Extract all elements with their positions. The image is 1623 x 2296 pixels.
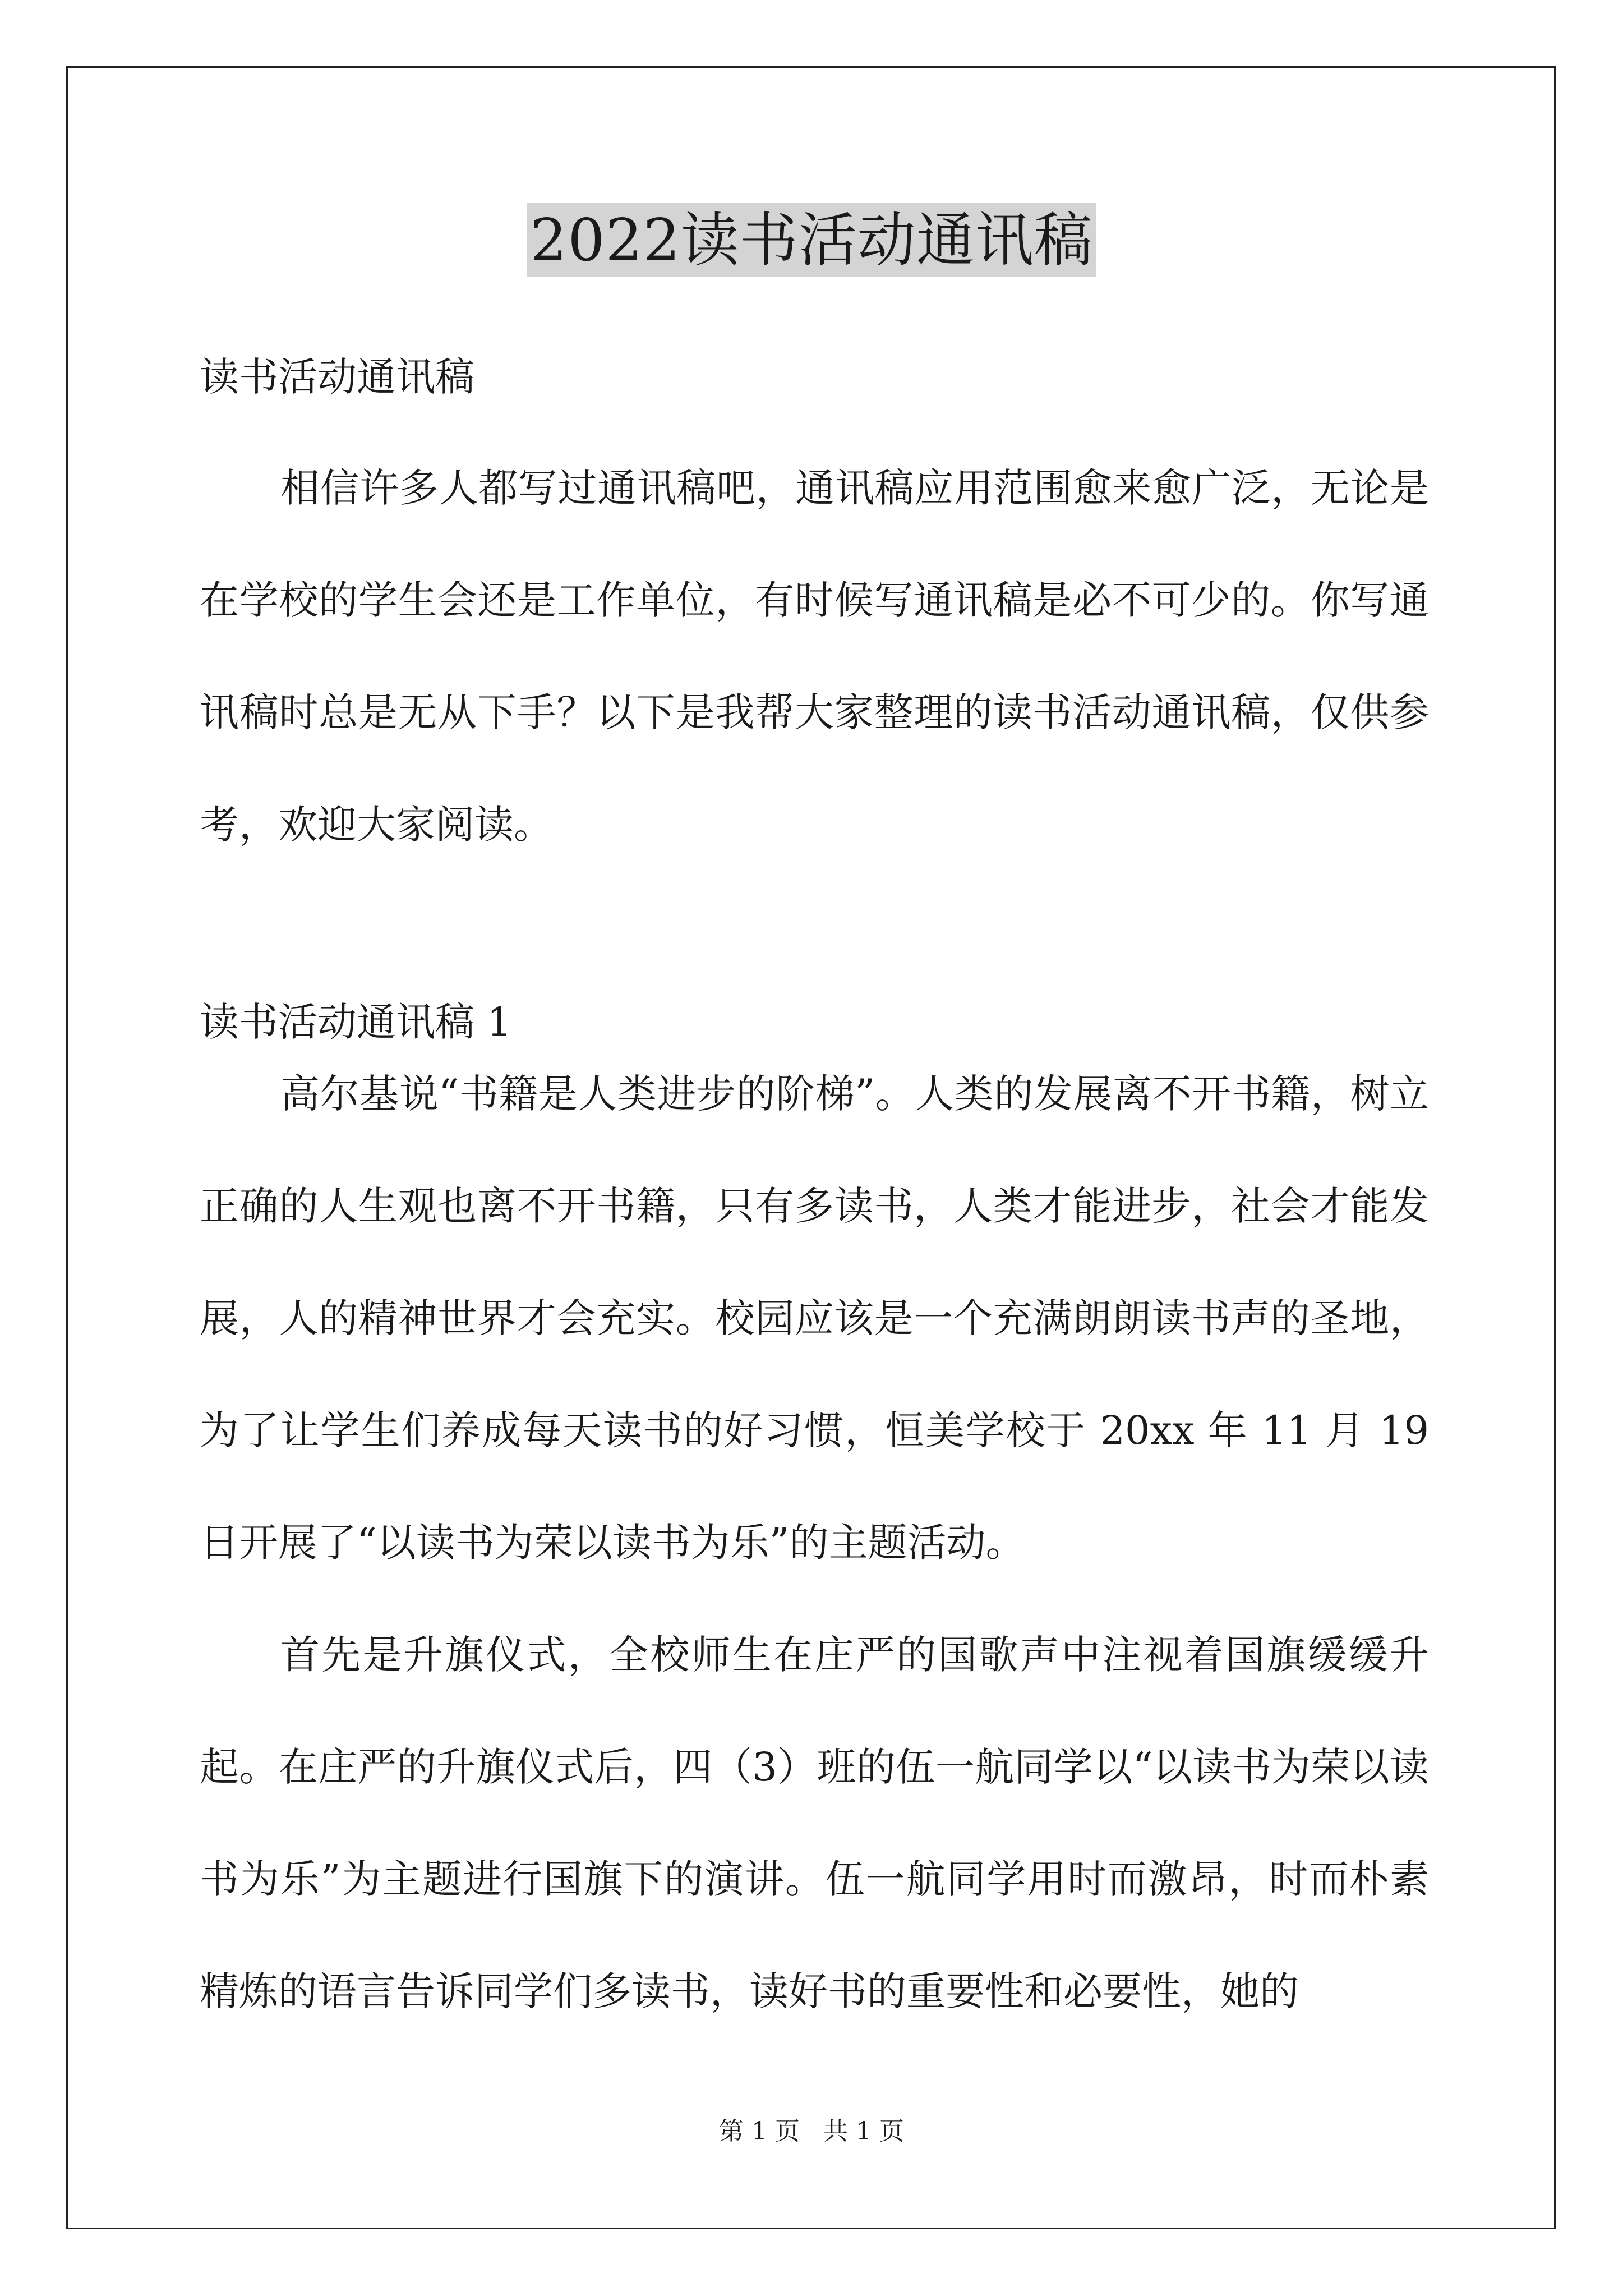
title-container bbox=[0, 203, 1623, 277]
document-title: 2022读书活动通讯稿 bbox=[527, 203, 1096, 277]
section-title: 读书活动通讯稿 1 bbox=[200, 999, 512, 1045]
page-footer: 第 1 页 共 1 页 bbox=[719, 2117, 904, 2146]
body-paragraph: 高尔基说“书籍是人类进步的阶梯”。人类的发展离不开书籍，树立正确的人生观也离不开书籍，只有多读书，人类才能进步，社会才能发展，人的精神世界才会充实。校园应该是一个充满朗朗读书声的圣地，为了让学生们养成每天读书的好习惯，恒美学校于 20xx 年 11 月 19 日开展了“以读书为荣以读书为乐”的主题活动。 bbox=[200, 1071, 1429, 1566]
document-subtitle: 读书活动通讯稿 bbox=[200, 354, 474, 400]
intro-paragraph: 相信许多人都写过通讯稿吧，通讯稿应用范围愈来愈广泛，无论是在学校的学生会还是工作单位，有时候写通讯稿是必不可少的。你写通讯稿时总是无从下手？以下是我帮大家整理的读书活动通讯稿，仅供参考，欢迎大家阅读。 bbox=[200, 465, 1429, 848]
body-paragraph: 首先是升旗仪式，全校师生在庄严的国歌声中注视着国旗缓缓升起。在庄严的升旗仪式后，四（3）班的伍一航同学以“以读书为荣以读书为乐”为主题进行国旗下的演讲。伍一航同学用时而激昂，时而朴素精炼的语言告诉同学们多读书，读好书的重要性和必要性，她的 bbox=[200, 1632, 1429, 2014]
